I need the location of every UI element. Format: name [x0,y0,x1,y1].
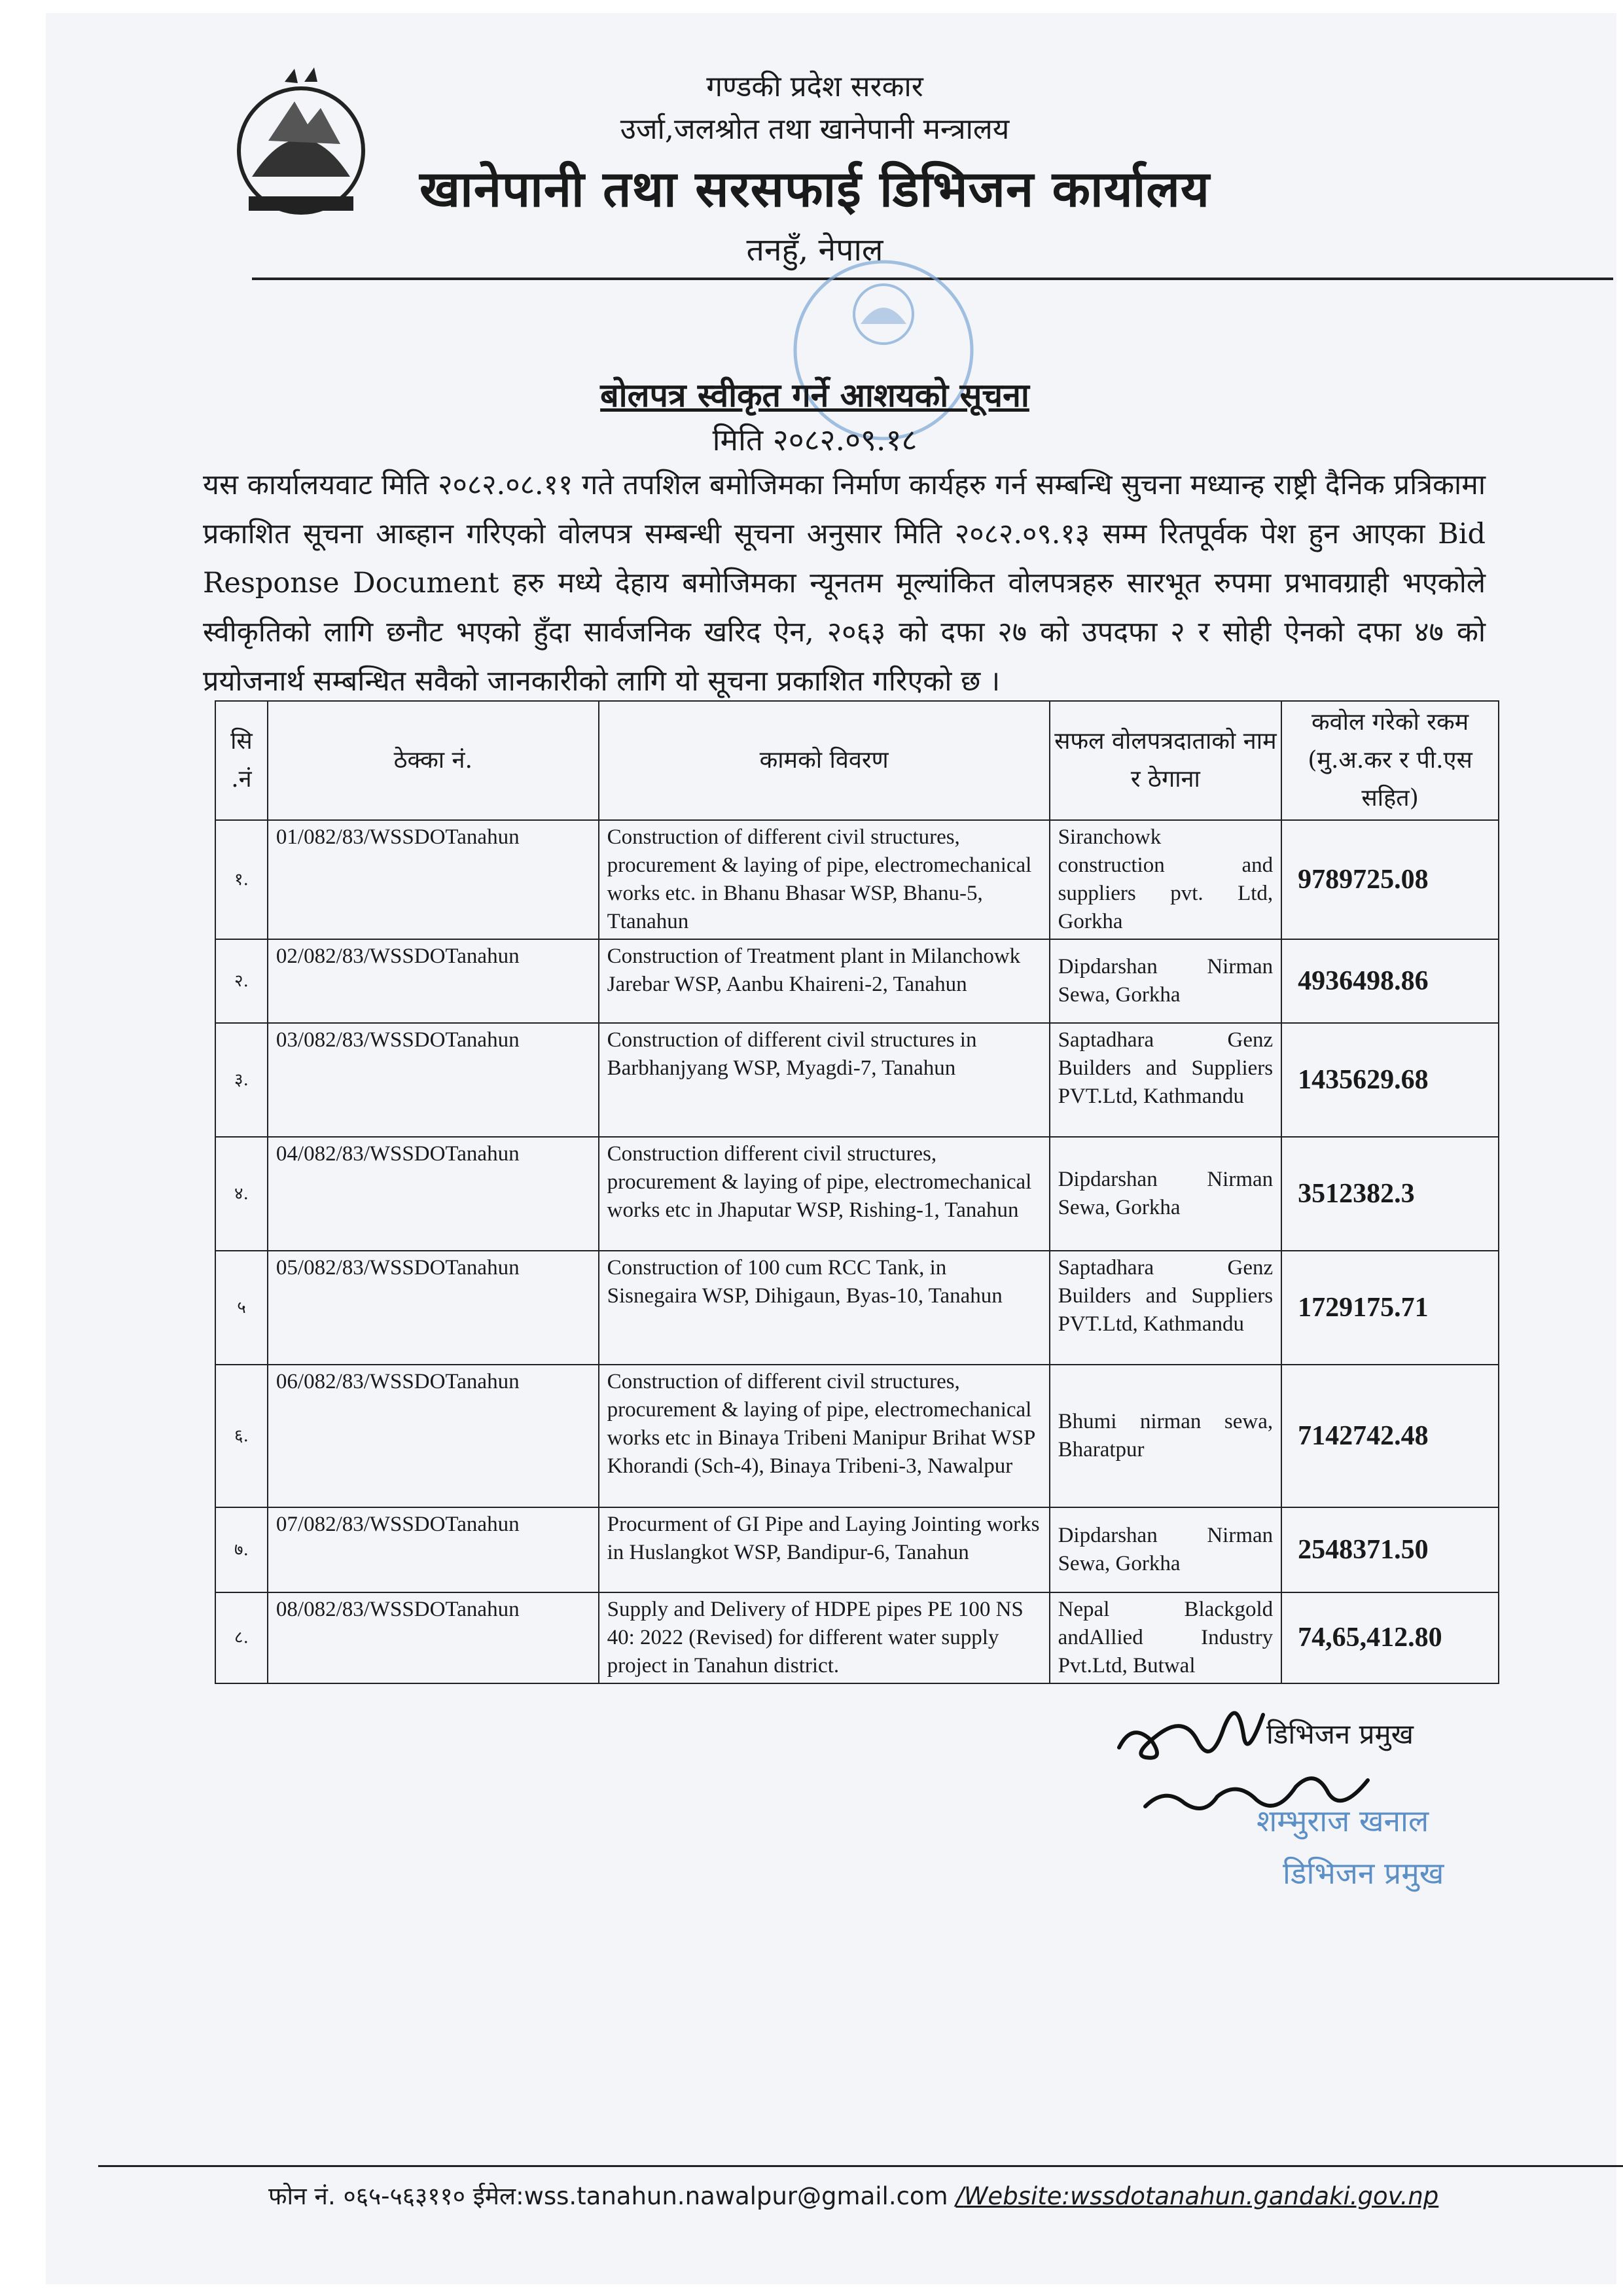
notice-title: बोलपत्र स्वीकृत गर्ने आशयको सूचना [600,376,1029,414]
row-contract: 02/082/83/WSSDOTanahun [268,939,599,1023]
row-work: Construction of different civil structures in Barbhanjyang WSP, Myagdi-7, Tanahun [599,1023,1050,1137]
row-sn: ४. [215,1137,268,1251]
row-contract: 06/082/83/WSSDOTanahun [268,1365,599,1507]
table-row [215,1251,1499,1365]
footer-website-link[interactable]: /Website:wssdotanahun.gandaki.gov.np [955,2182,1439,2210]
row-bidder: Saptadhara Genz Builders and Suppliers PVT.Ltd, Kathmandu [1050,1023,1282,1137]
row-contract: 04/082/83/WSSDOTanahun [268,1137,599,1251]
table-row [215,1365,1499,1507]
row-contract: 03/082/83/WSSDOTanahun [268,1023,599,1137]
row-sn: ६. [215,1365,268,1507]
row-work: Construction different civil structures, procurement & laying of pipe, electromechanical works etc in Jhaputar WSP, Rishing-1, Tanahun [599,1137,1050,1251]
row-sn: ७. [215,1507,268,1592]
row-bidder: Dipdarshan Nirman Sewa, Gorkha [1050,1137,1282,1251]
notice-date: मिति २०८२.०९.१८ [712,422,918,457]
row-contract: 05/082/83/WSSDOTanahun [268,1251,599,1365]
row-sn: ३. [215,1023,268,1137]
footer-phone-email: फोन नं. ०६५-५६३११० ईमेल:wss.tanahun.nawalpur@gmail.com [268,2182,948,2210]
table-row [215,1137,1499,1251]
row-contract: 01/082/83/WSSDOTanahun [268,820,599,939]
table-row [215,1507,1499,1592]
row-amount: 1435629.68 [1281,1023,1499,1137]
row-amount: 3512382.3 [1281,1137,1499,1251]
row-contract: 07/082/83/WSSDOTanahun [268,1507,599,1592]
name-stamp [1230,1793,1479,1911]
row-work: Construction of different civil structures, procurement & laying of pipe, electromechanical works etc. in Bhanu Bhasar WSP, Bhanu-5, Ttanahun [599,820,1050,939]
row-amount: 2548371.50 [1281,1507,1499,1592]
header-work: कामको विवरण [599,701,1050,820]
notice-body: यस कार्यालयवाट मिति २०८२.०८.११ गते तपशिल बमोजिमका निर्माण कार्यहरु गर्न सम्बन्धि सुचना मध्यान्ह राष्ट्री दैनिक प्रत्रिकामा प्रकाशित सूचना आब्हान गरिएको वोलपत्र सम्बन्धी सूचना अनुसार मिति २०८२.०९.१३ सम्म रितपूर्वक पेश हुन आएका Bid Response Document हरु मध्ये देहाय बमोजिमका न्यूनतम मूल्यांकित वोलपत्रहरु सारभूत रुपमा प्रभावग्राही भएकोले स्वीकृतिको लागि छनौट भएको हुँदा सार्वजनिक खरिद ऐन, २०६३ को दफा २७ को उपदफा २ र सोही ऐनको दफा ४७ को प्रयोजनार्थ सम्बन्धित सवैको जानकारीको लागि यो सूचना प्रकाशित गरिएको छ । [203,469,1486,698]
header-amount: कवोल गरेको रकम (मु.अ.कर र पी.एस सहित) [1281,701,1499,820]
row-amount: 1729175.71 [1281,1251,1499,1365]
table-row [215,820,1499,939]
row-contract: 08/082/83/WSSDOTanahun [268,1592,599,1683]
row-work: Construction of Treatment plant in Milanchowk Jarebar WSP, Aanbu Khaireni-2, Tanahun [599,939,1050,1023]
row-amount: 7142742.48 [1281,1365,1499,1507]
footer-divider [98,2165,1623,2167]
row-work: Procurment of GI Pipe and Laying Jointing works in Huslangkot WSP, Bandipur-6, Tanahun [599,1507,1050,1592]
table-header-row [215,701,1499,820]
footer-contact [268,2178,1438,2212]
row-sn: ५ [215,1251,268,1365]
signatory-title: डिभिजन प्रमुख [1266,1718,1414,1750]
row-amount: 74,65,412.80 [1281,1592,1499,1683]
header-line-ministry: उर्जा,जलश्रोत तथा खानेपानी मन्त्रालय [620,113,1010,146]
row-bidder: Siranchowk construction and suppliers pvt. Ltd, Gorkha [1050,820,1282,939]
office-location: तनहुँ, नेपाल [746,232,883,268]
table-row [215,1023,1499,1137]
office-title: खानेपानी तथा सरसफाई डिभिजन कार्यालय [419,160,1211,218]
table-row [215,1592,1499,1683]
header-sn: सि .नं [215,701,268,820]
stamp-name: शम्भुराज खनाल [1257,1803,1429,1839]
row-sn: १. [215,820,268,939]
header-bidder: सफल वोलपत्रदाताको नाम र ठेगाना [1050,701,1282,820]
row-sn: ८. [215,1592,268,1683]
row-bidder: Dipdarshan Nirman Sewa, Gorkha [1050,1507,1282,1592]
header-line-province: गण्डकी प्रदेश सरकार [706,70,923,103]
bid-table [215,700,1499,1684]
row-bidder: Bhumi nirman sewa, Bharatpur [1050,1365,1282,1507]
row-amount: 4936498.86 [1281,939,1499,1023]
row-work: Construction of 100 cum RCC Tank, in Sisnegaira WSP, Dihigaun, Byas-10, Tanahun [599,1251,1050,1365]
row-amount: 9789725.08 [1281,820,1499,939]
header-contract: ठेक्का नं. [268,701,599,820]
row-bidder: Nepal Blackgold andAllied Industry Pvt.Ltd, Butwal [1050,1592,1282,1683]
row-work: Supply and Delivery of HDPE pipes PE 100 NS 40: 2022 (Revised) for different water supply project in Tanahun district. [599,1592,1050,1683]
row-sn: २. [215,939,268,1023]
row-bidder: Dipdarshan Nirman Sewa, Gorkha [1050,939,1282,1023]
stamp-title: डिभिजन प्रमुख [1283,1856,1444,1891]
row-bidder: Saptadhara Genz Builders and Suppliers PVT.Ltd, Kathmandu [1050,1251,1282,1365]
row-work: Construction of different civil structures, procurement & laying of pipe, electromechanical works etc in Binaya Tribeni Manipur Brihat WSP Khorandi (Sch-4), Binaya Tribeni-3, Nawalpur [599,1365,1050,1507]
footer-website-text: Website:wssdotanahun.gandaki.gov.np [963,2182,1439,2210]
table-row [215,939,1499,1023]
